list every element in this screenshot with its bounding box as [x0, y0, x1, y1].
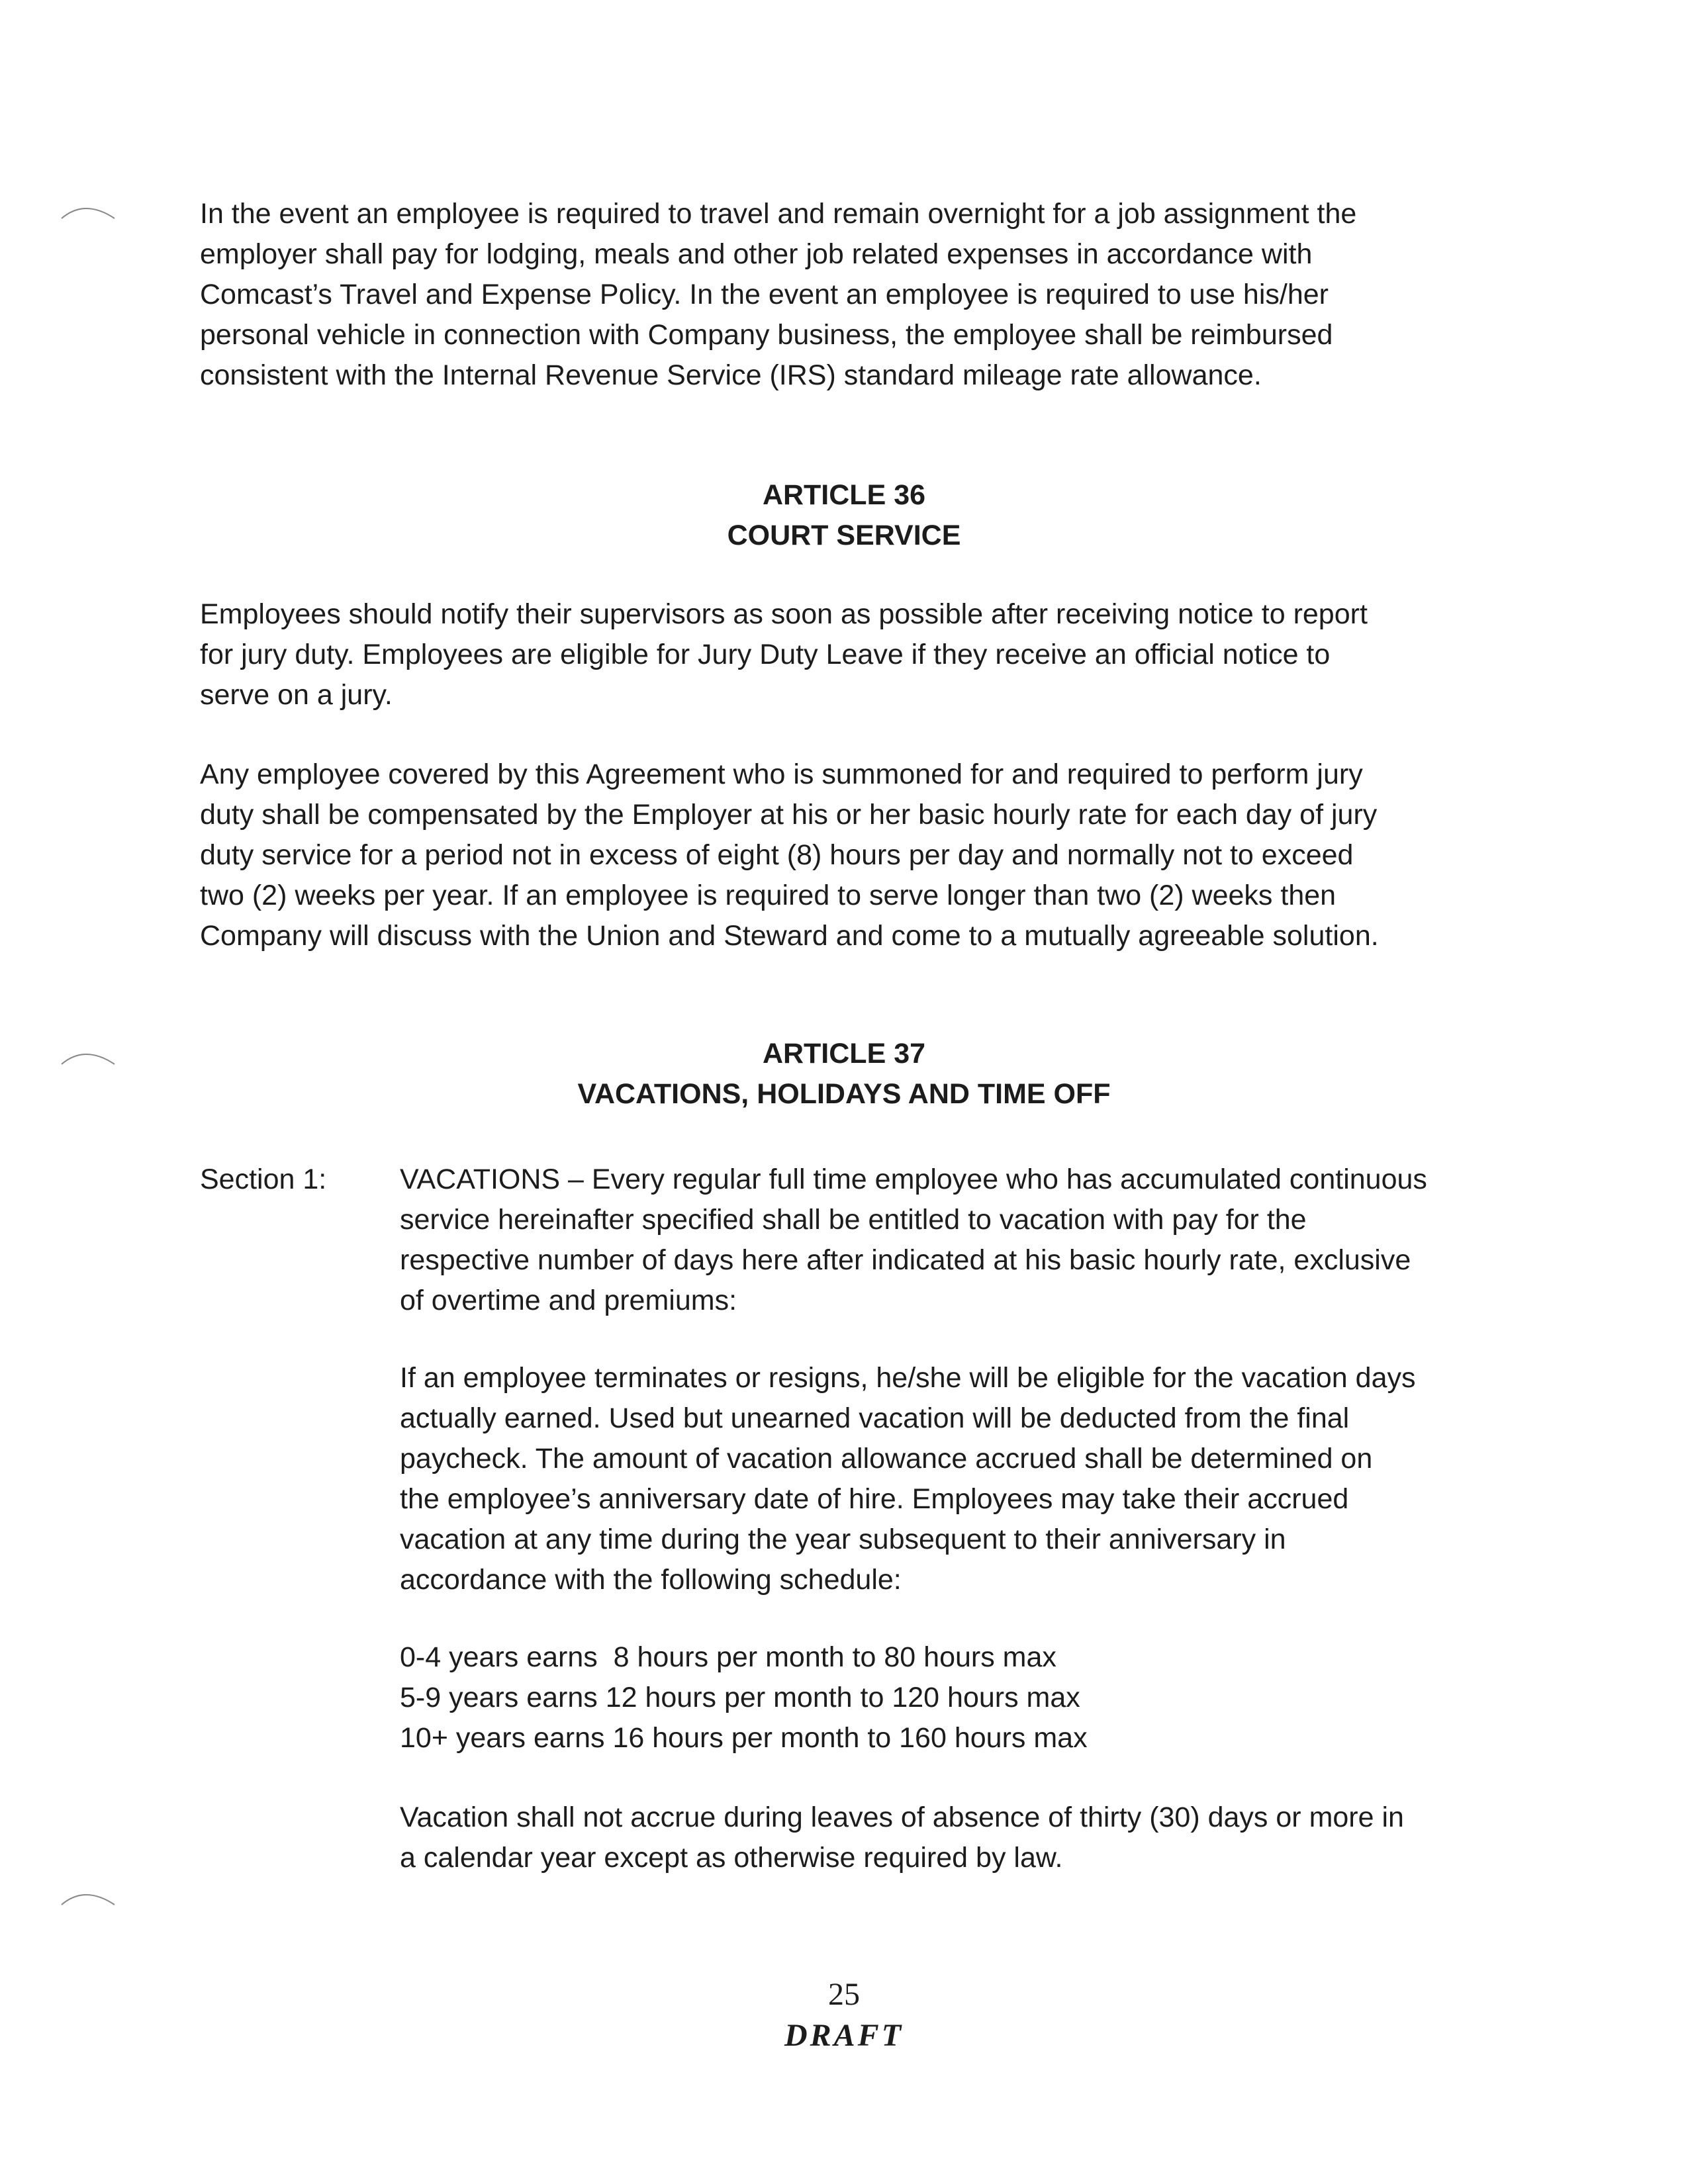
paragraph-line: duty shall be compensated by the Employer at his or her basic hourly rate for each day of jury — [200, 799, 1378, 831]
jury-notice-paragraph — [200, 594, 1497, 715]
paragraph-line: for jury duty. Employees are eligible for Jury Duty Leave if they receive an official notice to — [200, 639, 1331, 670]
paragraph-line: Any employee covered by this Agreement who is summoned for and required to perform jury — [200, 758, 1363, 790]
paragraph-line: Company will discuss with the Union and Steward and come to a mutually agreeable solution. — [200, 920, 1379, 952]
schedule-item: 0-4 years earns 8 hours per month to 80 hours max — [400, 1641, 1056, 1673]
paragraph-line: vacation at any time during the year subsequent to their anniversary in — [400, 1524, 1286, 1555]
paragraph-line: paycheck. The amount of vacation allowance accrued shall be determined on — [400, 1443, 1373, 1475]
vacation-schedule-list — [400, 1637, 1525, 1758]
paragraph-line: of overtime and premiums: — [400, 1285, 737, 1316]
paragraph-line: the employee’s anniversary date of hire. Employees may take their accrued — [400, 1483, 1349, 1515]
article-number: ARTICLE 37 — [762, 1038, 926, 1069]
article-36-heading — [0, 475, 1688, 556]
paragraph-line: employer shall pay for lodging, meals and other job related expenses in accordance with — [200, 238, 1313, 270]
article-title: VACATIONS, HOLIDAYS AND TIME OFF — [577, 1078, 1111, 1110]
punch-hole-mark — [58, 1885, 118, 1911]
paragraph-line: duty service for a period not in excess of eight (8) hours per day and normally not to exceed — [200, 839, 1354, 871]
vacation-accrual-paragraph — [400, 1797, 1525, 1878]
termination-vacation-paragraph — [400, 1358, 1525, 1600]
page-number: 25 — [828, 1977, 860, 2012]
paragraph-line: In the event an employee is required to travel and remain overnight for a job assignment the — [200, 198, 1357, 230]
paragraph-line: Vacation shall not accrue during leaves of absence of thirty (30) days or more in — [400, 1801, 1404, 1833]
punch-hole-mark — [58, 199, 118, 225]
paragraph-line: Employees should notify their supervisors as soon as possible after receiving notice to report — [200, 598, 1368, 630]
jury-compensation-paragraph — [200, 754, 1497, 956]
paragraph-line: VACATIONS – Every regular full time employee who has accumulated continuous — [400, 1163, 1427, 1195]
draft-watermark: DRAFT — [784, 2018, 904, 2053]
travel-expense-paragraph — [200, 194, 1497, 396]
paragraph-line: Comcast’s Travel and Expense Policy. In the event an employee is required to use his/her — [200, 279, 1329, 310]
paragraph-line: service hereinafter specified shall be entitled to vacation with pay for the — [400, 1204, 1307, 1236]
article-37-heading — [0, 1034, 1688, 1115]
article-title: COURT SERVICE — [727, 520, 961, 551]
article-number: ARTICLE 36 — [762, 479, 926, 511]
schedule-item: 10+ years earns 16 hours per month to 160 hours max — [400, 1722, 1088, 1754]
paragraph-line: If an employee terminates or resigns, he/she will be eligible for the vacation days — [400, 1362, 1416, 1394]
paragraph-line: personal vehicle in connection with Company business, the employee shall be reimbursed — [200, 319, 1333, 351]
paragraph-line: consistent with the Internal Revenue Service (IRS) standard mileage rate allowance. — [200, 359, 1262, 391]
paragraph-line: accordance with the following schedule: — [400, 1564, 902, 1596]
section-1-label: Section 1: — [200, 1163, 327, 1195]
paragraph-line: actually earned. Used but unearned vacation will be deducted from the final — [400, 1402, 1350, 1434]
schedule-item: 5-9 years earns 12 hours per month to 120 hours max — [400, 1682, 1080, 1713]
paragraph-line: a calendar year except as otherwise required by law. — [400, 1842, 1063, 1874]
vacations-paragraph — [400, 1160, 1525, 1321]
paragraph-line: serve on a jury. — [200, 679, 393, 711]
paragraph-line: two (2) weeks per year. If an employee is required to serve longer than two (2) weeks then — [200, 880, 1336, 911]
paragraph-line: respective number of days here after indicated at his basic hourly rate, exclusive — [400, 1244, 1411, 1276]
